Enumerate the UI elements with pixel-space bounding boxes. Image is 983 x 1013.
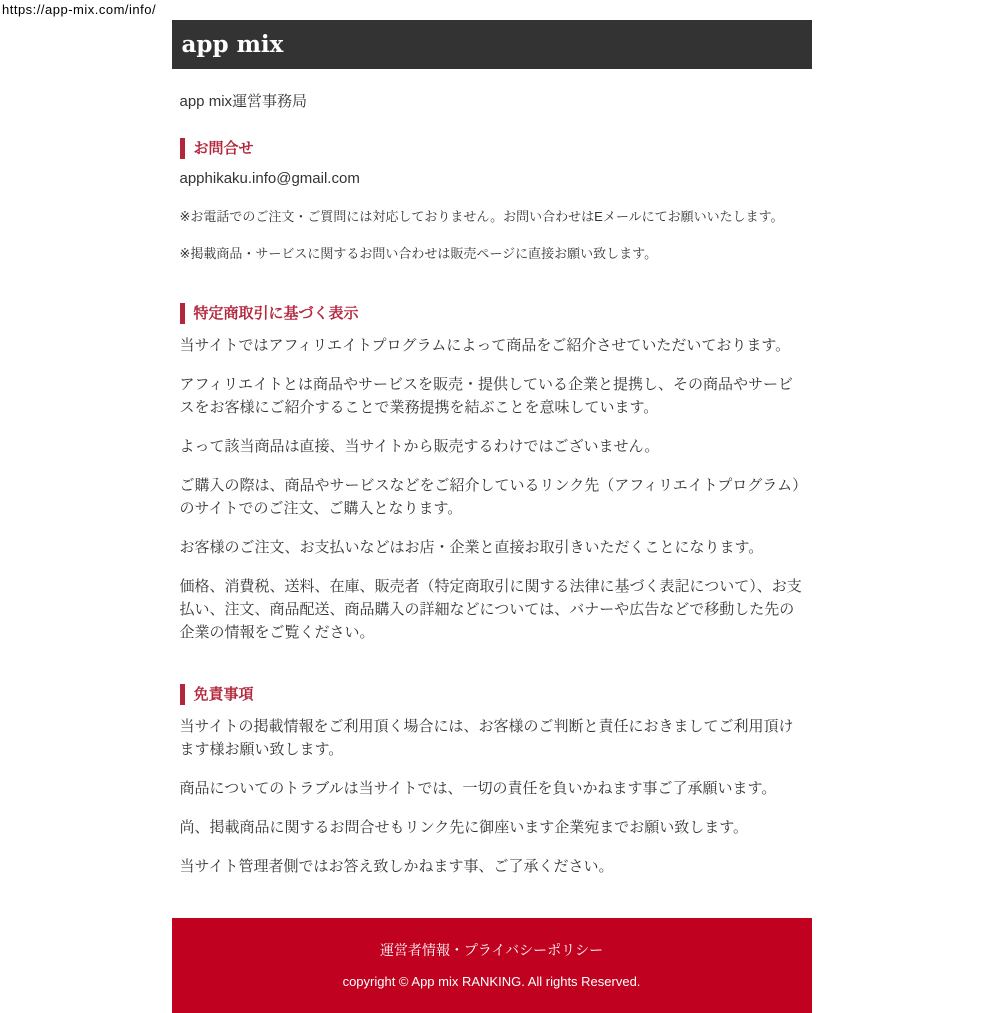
section-heading-disclaimer: 免責事項 [180,684,804,705]
tokutei-paragraph: 当サイトではアフィリエイトプログラムによって商品をご紹介させていただいております。 [179,337,791,354]
tokutei-paragraph: 価格、消費税、送料、在庫、販売者（特定商取引に関する法律に基づく表記について）、お支払い、注文、商品配送、商品購入の詳細などについては、バナーや広告などで移動した先の企業の情報をご覧ください。 [179,578,802,641]
site-operator-text: app mix運営事務局 [179,93,308,110]
tokutei-paragraph: ご購入の際は、商品やサービスなどをご紹介しているリンク先（アフィリエイトプログラム）のサイトでのご注文、ご購入となります。 [179,477,800,517]
site-logo-link[interactable]: app mix [181,31,284,58]
content-column [172,20,812,1013]
page-url-label: https://app-mix.com/info/ [2,2,157,17]
disclaimer-paragraph: 尚、掲載商品に関するお問合せもリンク先に御座います企業宛までお願い致します。 [179,819,749,836]
tokutei-paragraph: お客様のご注文、お支払いなどはお店・企業と直接お取引きいただくことになります。 [179,539,764,556]
disclaimer-paragraph: 当サイト管理者側ではお答え致しかねます事、ご了承ください。 [179,858,614,875]
site-header [172,20,812,69]
main-content [172,92,812,878]
tokutei-paragraph: よって該当商品は直接、当サイトから販売するわけではございません。 [179,438,660,455]
contact-note-products: ※掲載商品・サービスに関するお問い合わせは販売ページに直接お願い致します。 [179,246,658,261]
tokutei-paragraph: アフィリエイトとは商品やサービスを販売・提供している企業と提携し、その商品やサービスをお客様にご紹介することで業務提携を結ぶことを意味しています。 [179,376,794,416]
site-footer [172,918,812,1013]
section-heading-tokutei: 特定商取引に基づく表示 [180,303,804,324]
contact-email: apphikaku.info@gmail.com [179,170,360,187]
section-heading-contact: お問合せ [180,138,804,159]
footer-privacy-policy-link[interactable]: 運営者情報・プライバシーポリシー [379,942,604,958]
disclaimer-paragraph: 当サイトの掲載情報をご利用頂く場合には、お客様のご判断と責任におきましてご利用頂けます様お願い致します。 [179,718,794,758]
disclaimer-paragraph: 商品についてのトラブルは当サイトでは、一切の責任を負いかねます事ご了承願います。 [179,780,777,797]
footer-copyright: copyright © App mix RANKING. All rights Reserved. [342,974,641,989]
contact-note-phone: ※お電話でのご注文・ご質問には対応しておりません。お問い合わせはEメールにてお願いいたします。 [179,209,784,224]
